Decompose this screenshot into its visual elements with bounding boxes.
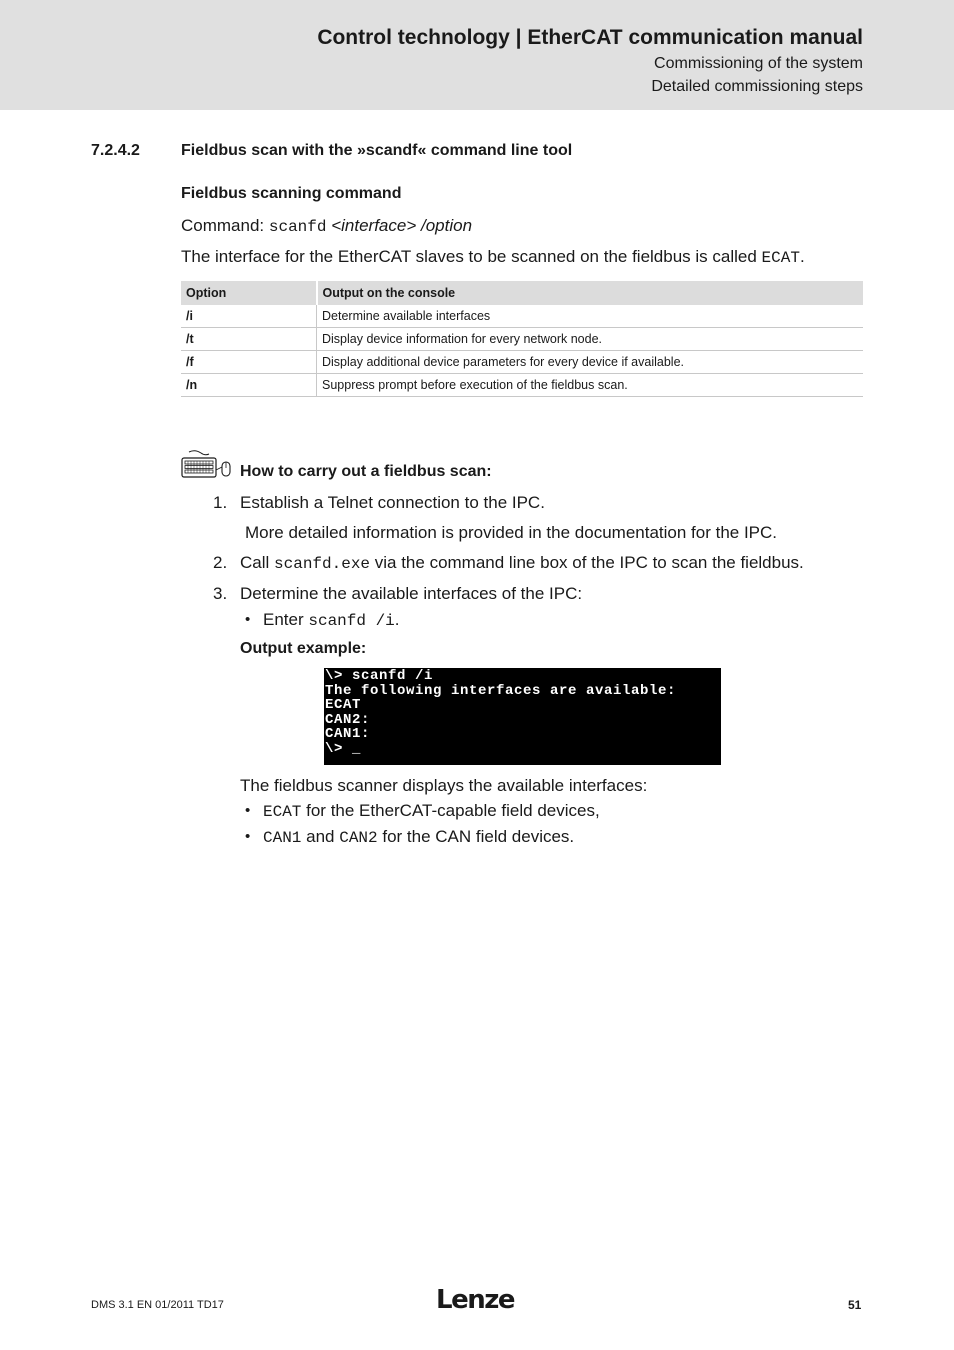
step-note: More detailed information is provided in the documentation for the IPC. [245,523,778,542]
result-bullet [263,827,574,847]
section-number: 7.2.4.2 [91,142,140,159]
command-code: scanfd [268,218,327,236]
result-code-2: CAN2 [339,829,378,847]
console-line: CAN1: [325,726,371,742]
description-cell: Suppress prompt before execution of the fieldbus scan. [317,374,864,397]
option-cell: /f [181,351,317,374]
step-text: Establish a Telnet connection to the IPC. [240,493,545,512]
bullet-icon: • [245,611,251,628]
result-code: ECAT [263,803,302,821]
command-args: <interface> /option [326,216,473,235]
options-table [181,281,863,397]
bullet-icon: • [245,802,251,819]
manual-title: Control technology | EtherCAT communication manual [317,26,863,49]
option-cell: /i [181,305,317,328]
bullet-icon: • [245,828,251,845]
intro-text: The interface for the EtherCAT slaves to be scanned on the fieldbus is called [181,247,762,266]
section-heading: Fieldbus scan with the »scandf« command line tool [181,142,573,159]
step-text-pre: Call [240,553,275,572]
step-number: 1. [213,493,228,512]
description-cell: Display additional device parameters for every device if available. [317,351,864,374]
result-bullet [263,801,600,821]
intro-end: . [799,247,805,266]
step-number: 2. [213,553,228,572]
enter-pre: Enter [263,610,309,629]
intro-paragraph [181,247,805,267]
command-prefix: Command: [181,216,269,235]
table-header-row [181,281,863,305]
description-cell: Display device information for every network node. [317,328,864,351]
result-bullet-mid: and [301,827,340,846]
column-header-output: Output on the console [317,281,864,305]
enter-post: . [394,610,400,629]
enter-code: scanfd /i [308,612,395,630]
document-id: DMS 3.1 EN 01/2011 TD17 [91,1299,224,1311]
page-number: 51 [848,1298,862,1312]
step-text: Determine the available interfaces of the IPC: [240,584,583,603]
step-number: 3. [213,584,228,603]
result-text: The fieldbus scanner displays the available interfaces: [240,776,648,795]
console-screenshot [324,668,721,765]
console-line: The following interfaces are available: [325,682,677,699]
console-line: ECAT [325,697,362,713]
description-cell: Determine available interfaces [317,305,864,328]
step-code: scanfd.exe [274,555,371,573]
procedure-heading: How to carry out a fieldbus scan: [240,463,492,480]
chapter-title: Commissioning of the system [654,55,863,72]
option-cell: /t [181,328,317,351]
output-example-label: Output example: [240,640,367,657]
column-header-option: Option [181,281,317,305]
console-line: \> scanfd /i [325,668,434,684]
result-bullet-text: for the CAN field devices. [377,827,575,846]
table-row [181,305,863,328]
console-line: CAN2: [325,711,371,728]
table-row [181,328,863,351]
console-line: \> _ [325,740,362,757]
table-row [181,351,863,374]
lenze-logo: Lenze [436,1285,514,1315]
option-cell: /n [181,374,317,397]
enter-command [263,610,400,630]
intro-code: ECAT [761,249,800,267]
section-title: Detailed commissioning steps [651,78,863,95]
page-header [0,0,954,110]
step-text-post: via the command line box of the IPC to scan the fieldbus. [370,553,804,572]
result-code: CAN1 [263,829,302,847]
subsection-heading: Fieldbus scanning command [181,185,402,202]
command-syntax [181,216,472,236]
result-bullet-text: for the EtherCAT-capable field devices, [301,801,600,820]
keyboard-mouse-icon [181,450,233,480]
step-text [240,553,804,573]
table-row [181,374,863,397]
